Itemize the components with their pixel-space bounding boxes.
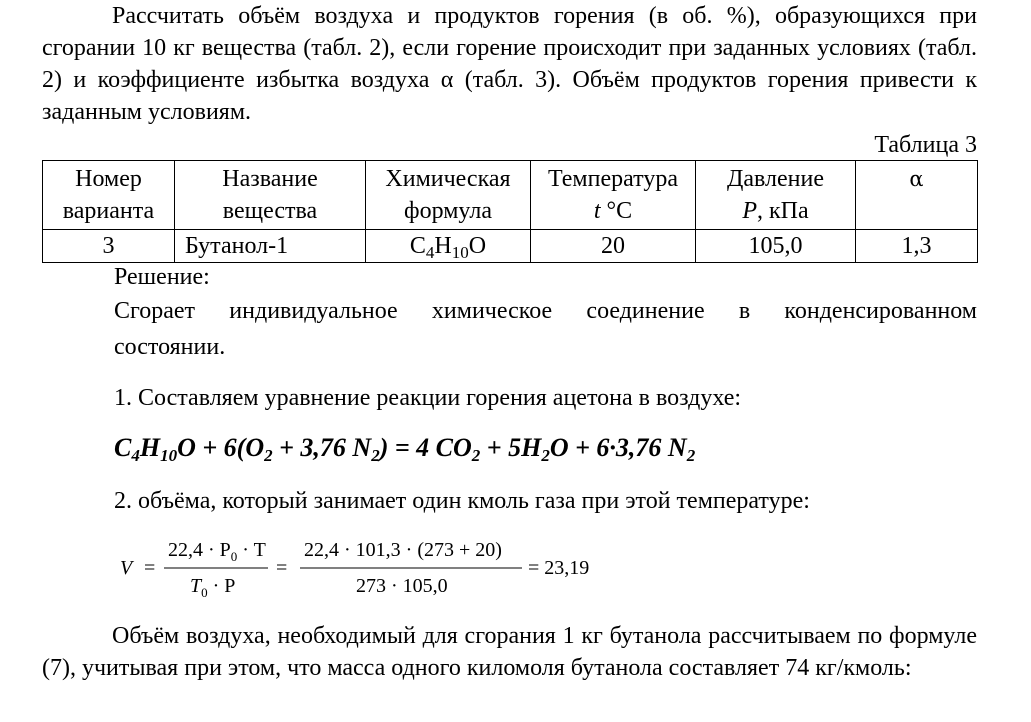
formula-v: V	[120, 557, 133, 579]
cell-pressure: 105,0	[696, 230, 856, 263]
formula-den2: 273 · 105,0	[356, 575, 448, 597]
header-substance: Название вещества	[175, 161, 366, 230]
header-formula: Химическая формула	[366, 161, 531, 230]
solution-text-line2: состоянии.	[114, 334, 226, 360]
cell-temperature: 20	[531, 230, 696, 263]
solution-title: Решение:	[114, 264, 210, 290]
header-alpha: α	[856, 161, 978, 230]
header-temperature: Температура t °С	[531, 161, 696, 230]
formula-num1: $22,4 \cdot P_0 \cdot T$	[168, 539, 266, 564]
formula-result: = 23,19	[528, 557, 590, 579]
table-caption: Таблица 3	[874, 132, 977, 158]
molar-volume-formula	[120, 532, 680, 602]
cell-formula: $C_4H_{10}O$	[366, 230, 531, 263]
closing-paragraph: Объём воздуха, необходимый для сгорания 1 кг бутанола рассчитываем по формуле (7), учитывая при этом, что масса одного киломоля бутанола составляет 74 кг/кмоль:	[42, 623, 977, 681]
table-header-row	[43, 161, 978, 230]
table-row	[43, 230, 978, 263]
formula-num2: 22,4 · 101,3 · (273 + 20)	[304, 539, 502, 561]
step-2-text: 2. объёма, который занимает один кмоль газа при этой температуре:	[114, 488, 810, 514]
combustion-equation: $C_4H_{10}O + 6(O_2 + 3,76$ $N_2) = 4$ $CO_2 + 5H_2O + 6\cdot 3,76$ $N_2$	[114, 433, 696, 465]
solution-text-line1: Сгорает индивидуальное химическое соединение в конденсированном	[114, 298, 977, 324]
cell-alpha: 1,3	[856, 230, 978, 263]
task-paragraph: Рассчитать объём воздуха и продуктов горения (в об. %), образующихся при сгорании 10 кг вещества (табл. 2), если горение происходит при заданных условиях (табл. 2) и коэффициенте избытка воздуха α (табл. 3). Объём продуктов горения привести к заданным условиям.	[42, 3, 977, 125]
cell-substance: Бутанол-1	[175, 230, 366, 263]
cell-variant: 3	[43, 230, 175, 263]
header-variant: Номер варианта	[43, 161, 175, 230]
formula-eq1: =	[144, 557, 156, 579]
formula-eq2: =	[276, 557, 288, 579]
formula-den1: $T_0 \cdot P$	[190, 575, 236, 600]
step-1-text: 1. Составляем уравнение реакции горения ацетона в воздухе:	[114, 385, 742, 411]
header-pressure: Давление P, кПа	[696, 161, 856, 230]
variant-table	[42, 160, 978, 263]
